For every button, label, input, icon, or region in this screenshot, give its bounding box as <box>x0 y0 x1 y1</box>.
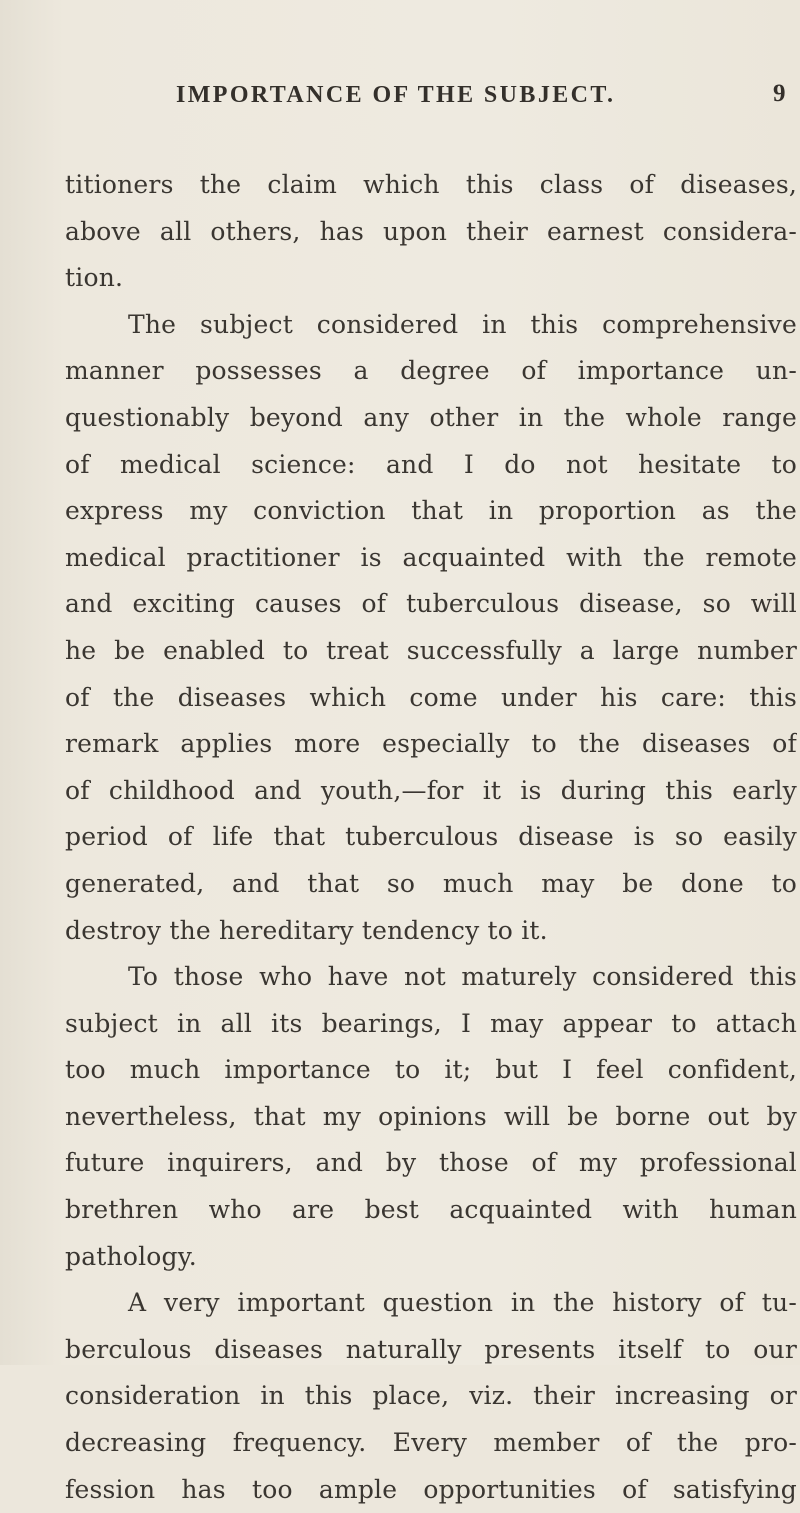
text-line: of medical science: and I do not hesitate to <box>65 449 797 479</box>
text-line: nevertheless, that my opinions will be borne out by <box>65 1101 797 1131</box>
text-line: too much importance to it; but I feel confident, <box>65 1055 797 1085</box>
text-line: of the diseases which come under his care: this <box>65 682 797 712</box>
body-text <box>65 162 797 1513</box>
text-line: pathology. <box>65 1241 197 1271</box>
text-line: titioners the claim which this class of diseases, <box>65 170 797 199</box>
text-line: period of life that tuberculous disease is so easily <box>65 822 797 852</box>
text-line: manner possesses a degree of importance un- <box>65 356 797 386</box>
text-line: he be enabled to treat successfully a large number <box>65 635 797 665</box>
text-line: and exciting causes of tuberculous disease, so will <box>65 589 797 619</box>
text-line: tion. <box>65 263 124 293</box>
text-line: decreasing frequency. Every member of the pro- <box>65 1428 797 1458</box>
text-line: destroy the hereditary tendency to it. <box>65 915 548 945</box>
text-line: The subject considered in this comprehensive <box>128 309 797 339</box>
text-line: medical practitioner is acquainted with the remote <box>65 542 797 572</box>
running-head: IMPORTANCE OF THE SUBJECT. <box>176 82 616 108</box>
text-line: of childhood and youth,—for it is during this early <box>65 775 797 805</box>
text-line: generated, and that so much may be done to <box>65 868 797 898</box>
text-line: remark applies more especially to the diseases of <box>65 729 797 759</box>
text-line: berculous diseases naturally presents itself to our <box>65 1334 797 1364</box>
text-line: future inquirers, and by those of my professional <box>65 1148 797 1178</box>
text-line: subject in all its bearings, I may appear to attach <box>65 1008 797 1038</box>
text-line: consideration in this place, viz. their increasing or <box>65 1381 797 1411</box>
text-line: brethren who are best acquainted with human <box>65 1195 797 1225</box>
text-line: express my conviction that in proportion as the <box>65 496 797 526</box>
text-line: questionably beyond any other in the whole range <box>65 402 797 432</box>
text-line: A very important question in the history of tu- <box>128 1288 797 1318</box>
text-line: To those who have not maturely considered this <box>128 962 797 992</box>
page-number: 9 <box>773 80 786 107</box>
text-line: fession has too ample opportunities of satisfying <box>65 1474 797 1504</box>
text-line: above all others, has upon their earnest considera- <box>65 216 797 246</box>
